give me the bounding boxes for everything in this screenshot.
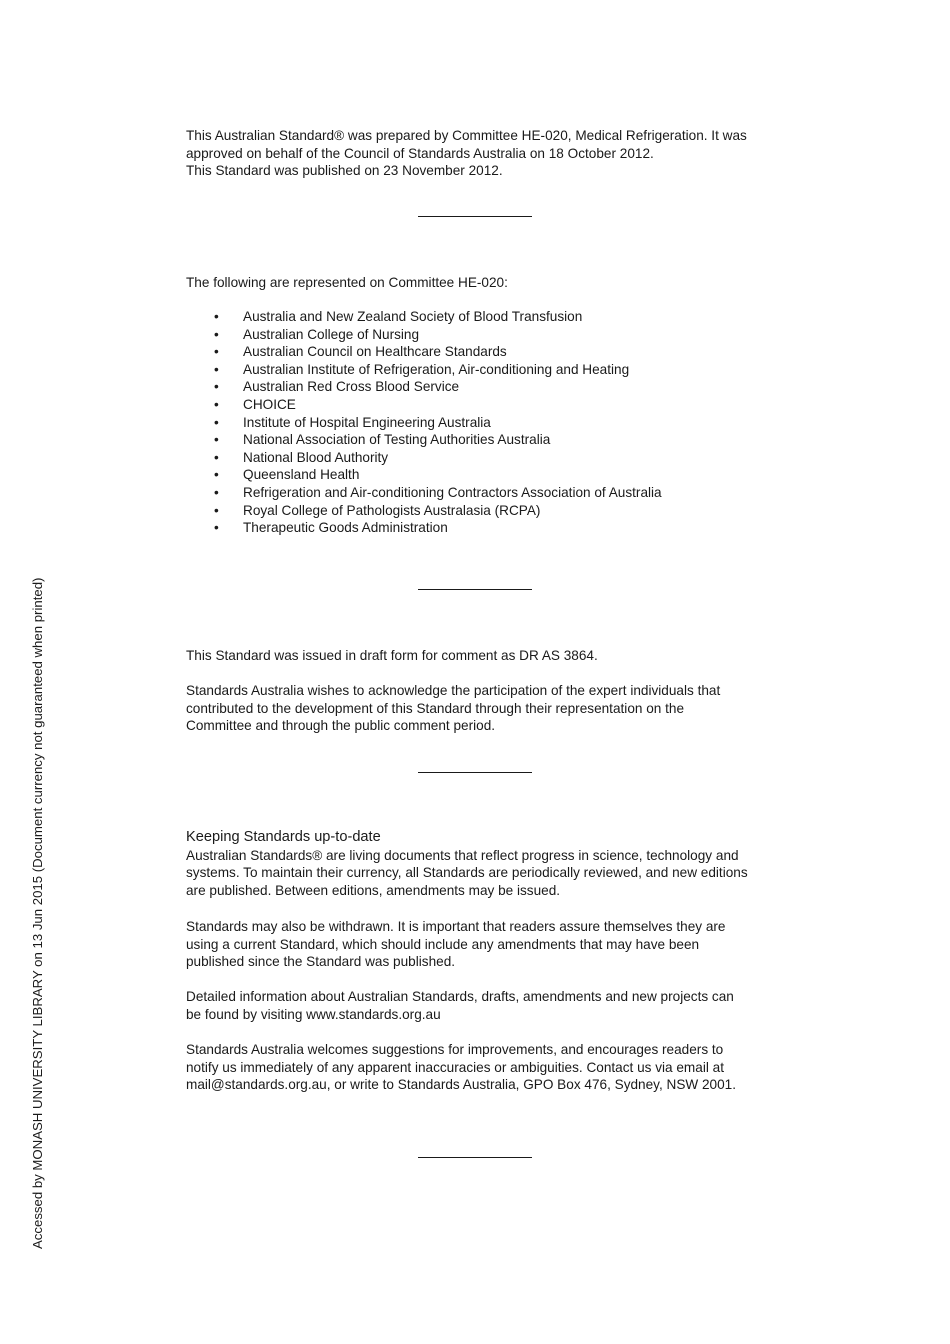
- preparation-notice: [186, 127, 776, 180]
- website-link[interactable]: www.standards.org.au: [306, 1006, 441, 1022]
- bullet-icon: •: [214, 520, 219, 536]
- section-divider: [418, 589, 532, 590]
- keeping-section: Keeping Standards up-to-date Australian Standards® are living documents that reflect progress in science, technology and systems. To maintain their currency, all Standards are periodically reviewed, and new editions are published. Between editions, amendments may be issued.: [186, 829, 776, 899]
- bullet-icon: •: [214, 502, 219, 518]
- bullet-icon: •: [214, 309, 219, 324]
- section-divider: [418, 1157, 532, 1158]
- bullet-icon: •: [214, 467, 219, 483]
- bullet-icon: •: [214, 326, 219, 342]
- list-item: • Australian Red Cross Blood Service: [214, 379, 460, 395]
- section-heading: Keeping Standards up-to-date: [186, 829, 381, 845]
- section-divider: [418, 772, 532, 773]
- bullet-icon: •: [214, 432, 219, 448]
- list-item: • National Blood Authority: [214, 449, 389, 465]
- list-item: • Australian Council on Healthcare Standards: [214, 344, 507, 360]
- list-item: • CHOICE: [214, 396, 296, 412]
- bullet-icon: •: [214, 396, 219, 412]
- draft-notice: [186, 647, 776, 665]
- list-item: • Australia and New Zealand Society of Blood Transfusion: [214, 309, 583, 324]
- prep-line-3: This Standard was published on 23 November 2012.: [186, 163, 503, 179]
- access-watermark: Accessed by MONASH UNIVERSITY LIBRARY on 13 Jun 2015 (Document currency not guaranteed when printed): [30, 577, 45, 1249]
- list-item: • National Association of Testing Authorities Australia: [214, 432, 551, 448]
- section-divider: [418, 216, 532, 217]
- committee-member-list: [186, 308, 776, 537]
- email-link[interactable]: mail@standards.org.au: [186, 1077, 327, 1093]
- bullet-icon: •: [214, 414, 219, 430]
- prep-line-1: This Australian Standard® was prepared by Committee HE-020, Medical Refrigeration. It was: [186, 128, 747, 143]
- bullet-icon: •: [214, 449, 219, 465]
- list-item: • Refrigeration and Air-conditioning Contractors Association of Australia: [214, 484, 662, 500]
- list-item: • Institute of Hospital Engineering Australia: [214, 414, 491, 430]
- suggestions-paragraph: Standards Australia welcomes suggestions for improvements, and encourages readers to notify us immediately of any apparent inaccuracies or ambiguities. Contact us via email at mail@standards.org.au, or write to Standards Australia, GPO Box 476, Sydney, NSW 2001.: [186, 1042, 737, 1093]
- list-item: • Australian Institute of Refrigeration, Air-conditioning and Heating: [214, 361, 630, 377]
- list-item: • Therapeutic Goods Administration: [214, 520, 448, 536]
- draft-text: This Standard was issued in draft form for comment as DR AS 3864.: [186, 648, 598, 663]
- list-item: • Queensland Health: [214, 467, 360, 483]
- committee-intro: The following are represented on Committee HE-020:: [186, 275, 508, 290]
- prep-line-2: approved on behalf of the Council of Standards Australia on 18 October 2012.: [186, 145, 654, 161]
- bullet-icon: •: [214, 484, 219, 500]
- bullet-icon: •: [214, 379, 219, 395]
- bullet-icon: •: [214, 344, 219, 360]
- list-item: • Royal College of Pathologists Australasia (RCPA): [214, 502, 541, 518]
- bullet-icon: •: [214, 361, 219, 377]
- withdrawn-paragraph: Standards may also be withdrawn. It is important that readers assure themselves they are using a current Standard, which should include any amendments that may have been published since the Standard was published.: [186, 919, 726, 970]
- acknowledgement: Standards Australia wishes to acknowledge the participation of the expert individuals that contributed to the development of this Standard through their representation on the Committee and through the public comment period.: [186, 683, 721, 734]
- information-paragraph: Detailed information about Australian Standards, drafts, amendments and new projects can be found by visiting www.standards.org.au: [186, 989, 734, 1022]
- committee-section: [186, 274, 776, 292]
- list-item: • Australian College of Nursing: [214, 326, 420, 342]
